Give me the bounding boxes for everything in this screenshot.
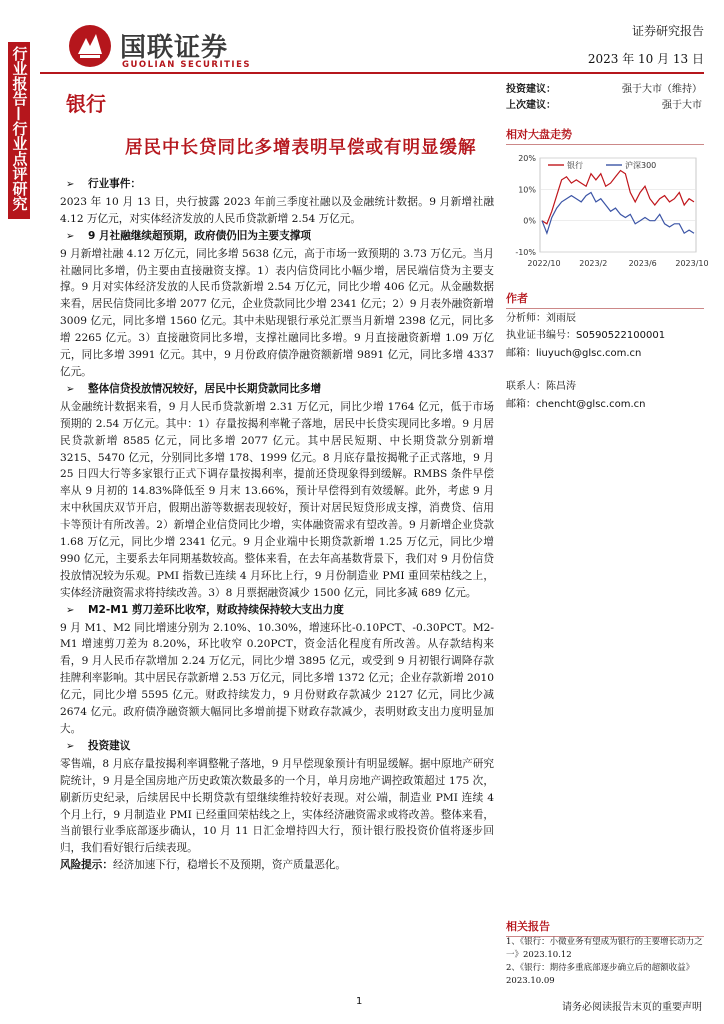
related-report-link[interactable]: 2、《银行：期待多重底部逐步确立后的超额收益》2023.10.09 [506, 963, 695, 986]
related-report-link[interactable]: 1、《银行：小微业务有望成为银行的主要增长动力之一》2023.10.12 [506, 937, 703, 960]
series-line-bank [542, 171, 694, 224]
company-logo [68, 22, 258, 70]
report-type: 证券研究报告 [631, 24, 704, 38]
section-heading: ➢ 9 月社融继续超预期，政府债仍旧为主要支撑项 [60, 228, 494, 246]
legend-label: 沪深300 [625, 161, 657, 170]
section-paragraph: 2023 年 10 月 13 日，央行披露 2023 年前三季度社融以及金融统计数据。9 月新增社融 4.12 万亿元，对实体经济发放的人民币贷款新增 2.54 万亿元。 [60, 195, 494, 225]
y-tick-label: -10% [515, 248, 536, 257]
legend-label: 银行 [567, 161, 583, 170]
email-row [506, 344, 641, 359]
report-title: 居民中长贷同比多增表明早偿或有明显缓解 [125, 138, 477, 158]
disclaimer-note: 请务必阅读报告末页的重要声明 [562, 1002, 702, 1013]
y-tick-label: 10% [518, 185, 536, 195]
section-paragraph: 9 月新增社融 4.12 万亿元，同比多增 5638 亿元，高于市场一致预期的 3.73 万亿元。当月社融同比多增，仍主要由直接融资支撑。1）表内信贷同比小幅少增，居民端信贷为主要支撑。9 月对实体经济发放的人民币贷款新增 2.54 万亿元，同比少增 406 亿元。从金融数据来看，居民信贷同比多增 2077 亿元，企业贷款同比少增 2341 亿元；2）9 月表外融资新增 3009 亿元，同比多增 1560 亿元。其中未贴现银行承兑汇票当月新增 2398 亿元，同比多增 2265 亿元。3）直接融资同比多增，支撑社融同比多增。9 月直接融资新增 1.09 万亿元，同比多增 3991 亿元。其中，9 月份政府债净融资额新增 9891 亿元，同比多增 4337 亿元。 [60, 247, 494, 378]
arrow-bullet-icon: ➢ [66, 740, 75, 752]
risk-warning [60, 857, 494, 874]
contact-email-link[interactable]: chencht@glsc.com.cn [536, 399, 646, 410]
cert-row [506, 326, 665, 341]
x-tick-label: 2023/2 [579, 259, 608, 268]
current-rating-label: 投资建议： [506, 84, 556, 95]
author-heading: 作者 [506, 290, 704, 309]
contact-label: 联系人： [506, 381, 546, 392]
page-number: 1 [356, 996, 363, 1007]
guolian-logo-icon [68, 24, 112, 68]
previous-rating-label: 上次建议： [506, 100, 556, 111]
arrow-bullet-icon: ➢ [66, 604, 75, 616]
section-heading: ➢ 整体信贷投放情况较好，居民中长期贷款同比多增 [60, 381, 494, 399]
y-tick-label: 20% [518, 154, 536, 163]
previous-rating [506, 96, 702, 111]
x-tick-label: 2023/6 [628, 259, 657, 268]
trend-heading: 相对大盘走势 [506, 126, 704, 145]
risk-text: 经济加速下行，稳增长不及预期，资产质量恶化。 [112, 859, 347, 872]
email-label: 邮箱： [506, 348, 536, 359]
arrow-bullet-icon: ➢ [66, 230, 75, 242]
sidebar-report-category [8, 42, 30, 219]
logo-english-text: GUOLIAN SECURITIES [122, 60, 251, 70]
current-rating-value: 强于大市（维持） [622, 84, 702, 95]
related-reports-list [506, 936, 704, 988]
x-tick-label: 2022/10 [527, 259, 561, 268]
section-paragraph: 9 月 M1、M2 同比增速分别为 2.10%、10.30%，增速环比-0.10PCT、-0.30PCT。M2-M1 增速剪刀差为 8.20%，环比收窄 0.20PCT，资金活化程度有所改善。从存款结构来看，9 月人民币存款增加 2.24 万亿元，同比少增 3895 亿元，或受到 9 月初银行调降存款挂牌利率影响。其中居民存款新增 2.53 万亿元，同比多增 1372 亿元；企业存款新增 2010 亿元，同比少增 5595 亿元。财政持续发力，9 月份财政存款减少 2127 亿元，同比少减 2674 亿元。政府债净融资额大幅同比多增前提下财政存款减少，表明财政支出力度明显加大。 [60, 621, 494, 735]
contact-row [506, 377, 576, 392]
x-tick-label: 2023/10 [675, 259, 709, 268]
cert-number: S0590522100001 [576, 330, 666, 341]
header-divider [40, 72, 704, 74]
cert-label: 执业证书编号： [506, 330, 576, 341]
logo-chinese-text: 国联证券 [120, 33, 229, 63]
risk-label: 风险提示： [60, 859, 113, 872]
analyst-name: 刘雨辰 [546, 313, 576, 324]
section-heading: ➢ 行业事件： [60, 176, 494, 194]
arrow-bullet-icon: ➢ [66, 383, 75, 395]
contact-email-label: 邮箱： [506, 399, 536, 410]
section-paragraph: 零售端，8 月底存量按揭利率调整靴子落地，9 月早偿现象预计有明显缓解。据中原地产研究院统计，9 月是全国房地产历史政策次数最多的一个月，单月房地产调控政策超过 175 次，刷新历史纪录，后续居民中长期贷款有望继续维持较好表现。对公端，制造业 PMI 连续 4 个月上行，9 月制造业 PMI 已经重回荣枯线之上，实体经济融资需求或将改善。整体来看，当前银行业季底部逐步确认，10 月 11 日汇金增持四大行，预计银行股投资价值将逐步回归，我们看好银行后续表现。 [60, 757, 494, 855]
analyst-row [506, 309, 576, 324]
contact-name: 陈昌涛 [546, 381, 576, 392]
section-heading: ➢ M2-M1 剪刀差环比收窄，财政持续保持较大支出力度 [60, 602, 494, 620]
related-heading: 相关报告 [506, 918, 704, 937]
analyst-email-link[interactable]: liuyuch@glsc.com.cn [536, 348, 642, 359]
analyst-label: 分析师： [506, 313, 546, 324]
series-line-hs300 [542, 193, 694, 234]
previous-rating-value: 强于大市 [662, 100, 702, 111]
section-heading: ➢ 投资建议 [60, 738, 494, 756]
sidebar-label: 行业报告—行业点评研究 [10, 46, 29, 211]
arrow-bullet-icon: ➢ [66, 179, 75, 190]
relative-trend-chart [506, 150, 709, 272]
report-date: 2023 年 10 月 13 日 [587, 52, 704, 66]
industry-label: 银行 [66, 92, 106, 116]
contact-email-row [506, 395, 645, 410]
y-tick-label: 0% [523, 216, 536, 226]
current-rating [506, 80, 702, 95]
section-paragraph: 从金融统计数据来看，9 月人民币贷款新增 2.31 万亿元，同比少增 1764 亿元，低于市场预期的 2.54 万亿元。其中：1）存量按揭利率靴子落地，居民中长贷实现同比多增。9 月居民贷款新增 8585 亿元，同比多增 2077 亿元。其中居民短期、中长期贷款分别新增 3215、5470 亿元，分别同比多增 178、1999 亿元。8 月底存量按揭靴子正式落地，9 月 25 日四大行等多家银行正式下调存量按揭利率，提前还贷现象得到缓解。RMBS 条件早偿率从 9 月初的 14.83%降低至 9 月末 13.66%，预计早偿得到有效缓解。此外，考虑 9 月末中秋国庆双节开启，假期出游等数据表现较好，预计对居民短贷形成支撑，消费贷、信用卡等预计有所改善。2）新增企业信贷同比少增，实体融资需求有望改善。9 月新增企业贷款 1.68 万亿元，同比少增 2341 亿元。9 月企业端中长期贷款新增 1.25 万亿元，同比少增 990 亿元，主要系去年同期基数较高。整体来看，在去年高基数背景下，我们对 9 月份信贷投放情况较为乐观。PMI 指数已连续 4 月环比上行，9 月份制造业 PMI 重回荣枯线之上，实体经济融资需求将持续改善。3）8 月票据融资减少 1500 亿元，同比多减 689 亿元。 [60, 400, 494, 599]
chart-frame [540, 158, 696, 252]
report-body [60, 176, 494, 874]
